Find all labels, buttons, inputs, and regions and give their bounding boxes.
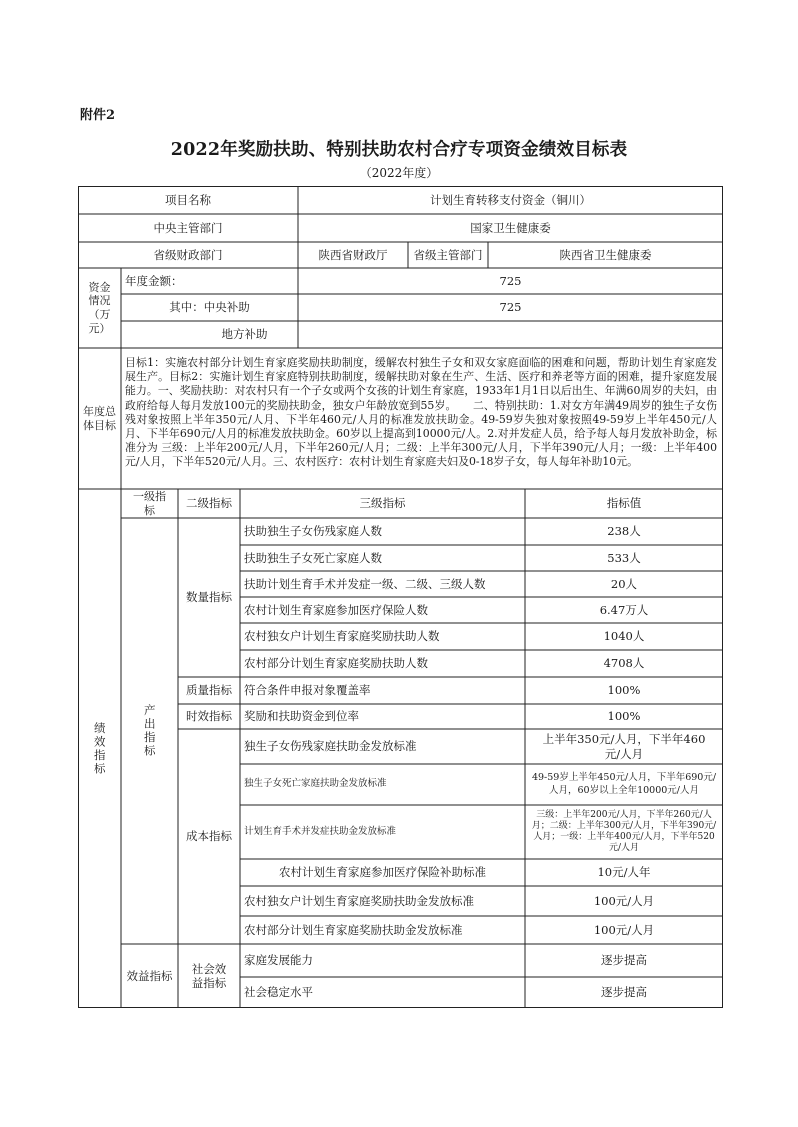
- funds-central-value: 725: [499, 300, 522, 315]
- indicator-value: 三级：上半年200元/人月，下半年260元/人月；二级：上半年300元/人月，下半年390元/人月；一级：上半年400元/人月，下半年520元/人月: [531, 809, 717, 854]
- indicator-value: 20人: [610, 576, 638, 591]
- level2-header: 二级指标: [186, 496, 232, 511]
- indicator-value: 4708人: [603, 656, 645, 671]
- indicator-name: 扶助计划生育手术并发症一级、二级、三级人数: [244, 576, 486, 591]
- indicator-value: 逐步提高: [601, 953, 647, 968]
- funds-total-value: 725: [499, 273, 522, 288]
- indicator-value: 逐步提高: [601, 985, 647, 1000]
- indicator-value: 100%: [607, 709, 641, 724]
- indicator-name: 计划生育手术并发症扶助金发放标准: [244, 825, 397, 837]
- annual-goal-text: 目标1：实施农村部分计划生育家庭奖励扶助制度，缓解农村独生子女和双女家庭面临的困难和问题，帮助计划生育家庭发展生产。目标2：实施计划生育家庭特别扶助制度，缓解扶助对象在生产、生活、医疗和养老等方面的困难，提升家庭发展能力。一、奖励扶助：对农村只有一个子女或两个女孩的计划生育家庭，1933年1月1日以后出生、年满60周岁的夫妇，由政府给每人每月发放100元的奖励扶助金，独女户年龄放宽到55岁。 二、特别扶助：1.对女方年满49周岁的独生子女伤残对象按照上半年350元/人月、下半年460元/人月的标准发放扶助金。49-59岁失独对象按照49-59岁上半年450元/人月、下半年690元/人月的标准发放扶助金。60岁以上提高到10000元/人。2.对并发症人员，给予每人每月发放补助金，标准分为 三级：上半年200元/人月，下半年260元/人月；二级：上半年300元/人月，下半年390元/人月；一级：上半年400元/人月，下半年520元/人月。三、农村医疗：农村计划生育家庭夫妇及0-18岁子女，每人每年补助10元。: [125, 356, 717, 469]
- indicator-value: 100%: [607, 683, 641, 698]
- prov-dept-value: 陕西省卫生健康委: [559, 247, 652, 262]
- quality-indicator-label: 质量指标: [186, 683, 232, 698]
- central-dept-label: 中央主管部门: [153, 220, 223, 235]
- central-dept-value: 国家卫生健康委: [470, 220, 551, 235]
- quantity-indicator-label: 数量指标: [186, 590, 232, 605]
- indicator-name: 农村计划生育家庭参加医疗保险补助标准: [279, 865, 486, 880]
- indicator-value: 10元/人年: [597, 865, 651, 880]
- indicator-name: 农村部分计划生育家庭奖励扶助金发放标准: [244, 922, 463, 937]
- performance-target-table: [78, 186, 723, 1008]
- indicator-name: 独生子女死亡家庭扶助金发放标准: [244, 778, 387, 790]
- funds-local-value: [298, 321, 723, 348]
- project-name-value: 计划生育转移支付资金（铜川）: [430, 192, 591, 207]
- value-header: 指标值: [606, 496, 642, 511]
- indicator-name: 奖励和扶助资金到位率: [244, 709, 359, 724]
- indicator-value: 6.47万人: [599, 602, 649, 617]
- indicator-value: 238人: [607, 524, 641, 539]
- social-benefit-label: 社会效益指标: [191, 961, 227, 990]
- indicator-value: 533人: [607, 550, 641, 565]
- indicator-name: 农村独女户计划生育家庭奖励扶助人数: [244, 629, 440, 644]
- indicator-name: 农村计划生育家庭参加医疗保险人数: [244, 602, 428, 617]
- benefit-indicator-label: 效益指标: [126, 968, 173, 983]
- indicator-name: 扶助独生子女伤残家庭人数: [244, 524, 382, 539]
- level3-header: 三级指标: [359, 496, 406, 511]
- cost-indicator-label: 成本指标: [186, 829, 232, 844]
- indicator-value: 49-59岁上半年450元/人月，下半年690元/人月，60岁以上全年10000元/人月: [531, 772, 717, 796]
- indicator-name: 符合条件申报对象覆盖率: [244, 683, 371, 698]
- page-subtitle: （2022年度）: [359, 166, 439, 180]
- page-title: 2022年奖励扶助、特别扶助农村合疗专项资金绩效目标表: [170, 140, 628, 160]
- funds-label: 资金情况（万元）: [88, 280, 111, 335]
- attachment-label: 附件2: [80, 108, 116, 123]
- indicator-value: 1040人: [603, 629, 645, 644]
- indicator-name: 农村部分计划生育家庭奖励扶助人数: [244, 656, 428, 671]
- prov-dept-label: 省级主管部门: [413, 247, 483, 262]
- annual-goal-label: 年度总体目标: [83, 404, 116, 432]
- indicator-name: 扶助独生子女死亡家庭人数: [244, 550, 382, 565]
- indicator-name: 家庭发展能力: [244, 953, 313, 968]
- level1-header: 一级指标: [133, 489, 166, 517]
- indicator-name: 社会稳定水平: [244, 985, 313, 1000]
- funds-local-label: 地方补助: [221, 327, 268, 342]
- output-indicator-label: 产出指标: [142, 704, 157, 758]
- funds-total-label: 年度金额：: [125, 273, 183, 288]
- project-name-label: 项目名称: [165, 192, 211, 207]
- indicator-value: 上半年350元/人月，下半年460元/人月: [542, 732, 706, 761]
- time-indicator-label: 时效指标: [186, 709, 232, 724]
- indicator-name: 农村独女户计划生育家庭奖励扶助金发放标准: [244, 893, 474, 908]
- perf-indicator-label: 绩效指标: [92, 721, 107, 776]
- indicator-value: 100元/人月: [593, 922, 655, 937]
- prov-finance-value: 陕西省财政厅: [318, 247, 388, 262]
- indicator-value: 100元/人月: [593, 893, 655, 908]
- indicator-name: 独生子女伤残家庭扶助金发放标准: [244, 739, 417, 754]
- funds-central-label: 其中：中央补助: [169, 300, 250, 315]
- prov-finance-label: 省级财政部门: [153, 247, 223, 262]
